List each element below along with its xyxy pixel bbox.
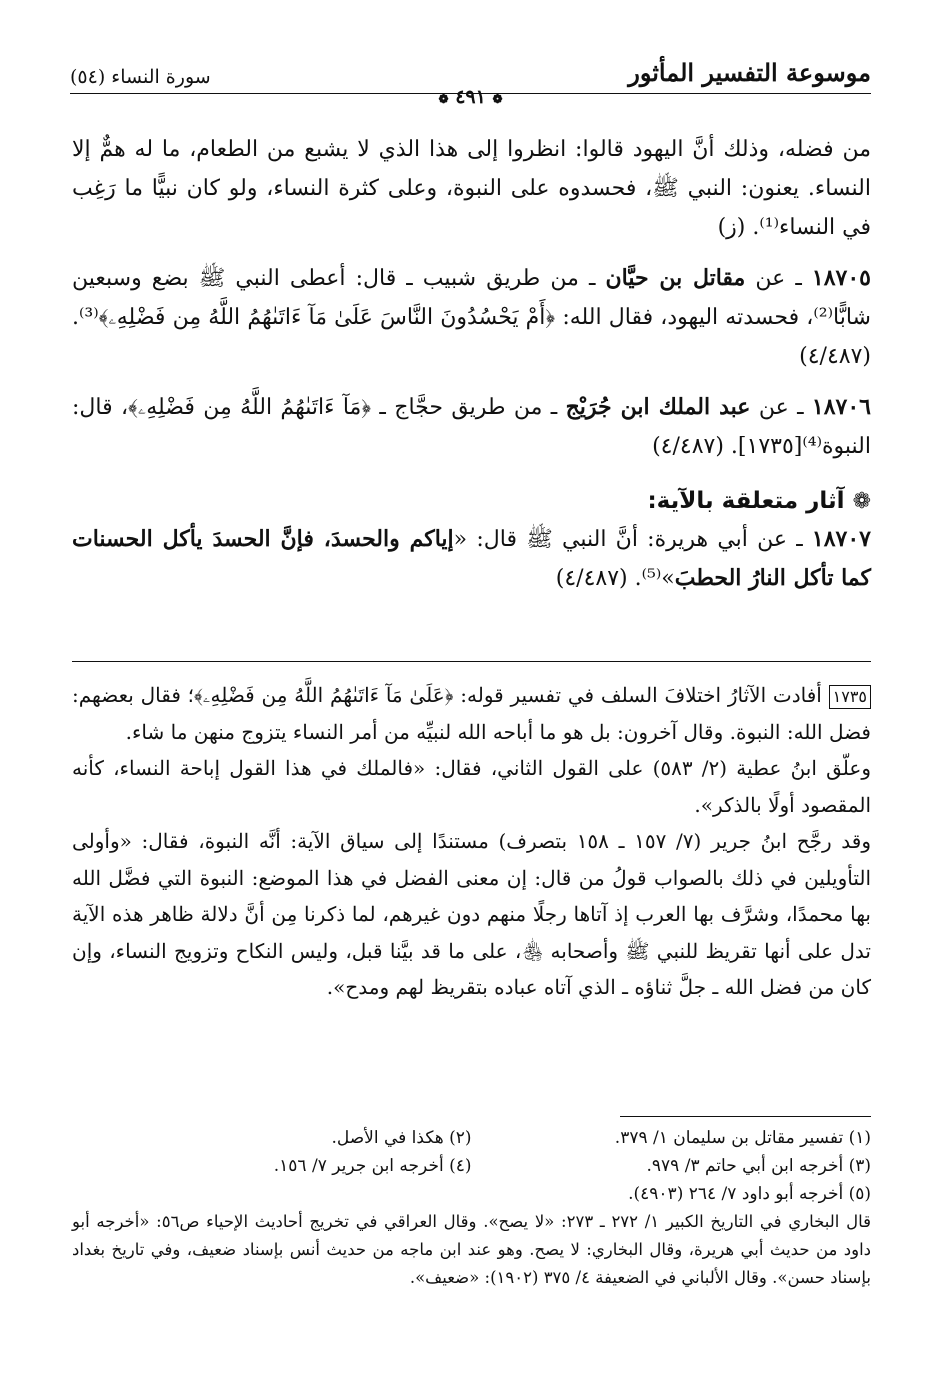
narration-lead: ـ عن [750, 395, 812, 420]
section-title: آثار متعلقة بالآية: [647, 488, 845, 514]
note-text: وعلّق ابنُ عطية (٢/ ٥٨٣) على القول الثاني، فقال: «فالملك في هذا القول إباحة النساء، كأنه المقصود أولًا بالذكر». [72, 756, 871, 817]
footnote-5-text: قال البخاري في التاريخ الكبير ١/ ٢٧٢ ـ ٢٧٣: «لا يصح». وقال العراقي في تخريج أحاديث الإحياء ص٥٦: «أخرجه أبو داود من حديث أبي هريرة، وقال البخاري: لا يصح. وهو عند ابن ماجه من حديث أنس بإسناد ضعيف، وفي تاريخ بغداد بإسناد حسن». وقال الألباني في الضعيفة ٤/ ٣٧٥ (١٩٠٢): «ضعيف». [72, 1212, 871, 1287]
note-paragraph [72, 677, 871, 750]
book-title: موسوعة التفسير المأثور [628, 58, 871, 87]
footnote-2: (٢) هكذا في الأصل. [331, 1128, 472, 1148]
flower-icon: ❁ [852, 489, 871, 514]
note-text: أفادت الآثارُ اختلافَ السلف في تفسير قوله: ﴿عَلَىٰ مَآ ءَاتَىٰهُمُ اللَّهُ مِن فَضْلِهِۦ﴾؛ فقال بعضهم: فضل الله: النبوة. وقال آخرون: بل هو ما أباحه الله لنبيِّه من أمر النساء يتزوج منهن ما شاء. [72, 683, 871, 744]
page-number-block [70, 86, 871, 108]
ornament-icon: ❁ [492, 92, 503, 106]
narration-number: ١٨٧٠٥ [811, 265, 871, 291]
note-paragraph [72, 823, 871, 1006]
main-text [72, 130, 871, 610]
header-divider [70, 93, 871, 94]
paragraph-text: من فضله، وذلك أنَّ اليهود قالوا: انظروا إلى هذا الذي لا يشبع من الطعام، ما له همٌّ إلا النساء. يعنون: النبي ﷺ، فحسدوه على النبوة، وعلى كثرة النساء، ولو كان نبيًّا ما رَغِب في النساء⁽¹⁾. (ز) [72, 137, 871, 240]
narration-18707 [72, 520, 871, 598]
narration-18705 [72, 259, 871, 376]
note-paragraph [72, 750, 871, 823]
footnote-row [72, 1124, 871, 1152]
note-text: وقد رجَّح ابنُ جرير (٧/ ١٥٧ ـ ١٥٨ بتصرف) مستندًا إلى سياق الآية: أنَّه النبوة، فقال: «وأولى التأويلين في ذلك بالصواب قولُ من قال: إن معنى الفضل في هذا الموضع: النبوة التي فضَّل الله بها محمدًا، وشرَّف بها العرب إذ آتاها رجلًا منهم دون غيرهم، لما ذكرنا مِن أنَّ دلالة ظاهر هذه الآية تدل على أنها تقريظ للنبي ﷺ وأصحابه ﵃، على ما قد بيَّنا قبل، وليس النكاح وتزويج النساء، وإن كان من فضل الله ـ جلَّ ثناؤه ـ الذي آتاه عباده بتقريظ لهم ومدح». [72, 829, 872, 999]
narration-text: ـ من طريق شبيب ـ قال: أعطى النبي ﷺ بضع وسبعين شابًّا⁽²⁾، فحسدته اليهود، فقال الله: ﴿أَمْ يَحْسُدُونَ النَّاسَ عَلَىٰ مَآ ءَاتَىٰهُمُ اللَّهُ مِن فَضْلِهِۦ﴾⁽³⁾. (٤/٤٨٧) [72, 266, 871, 369]
note-divider [72, 661, 871, 662]
narrator-name: مقاتل بن حيَّان [605, 265, 746, 291]
narrator-name: عبد الملك ابن جُرَيْج [565, 394, 751, 420]
narration-18706 [72, 388, 871, 466]
footnote-5: (٥) أخرجه أبو داود ٧/ ٢٦٤ (٤٩٠٣). [628, 1184, 871, 1204]
footnote-divider [620, 1116, 871, 1117]
narration-tail: »⁽⁵⁾. (٤/٤٨٧) [555, 566, 675, 591]
narration-lead: ـ عن [745, 266, 812, 291]
footnote-3: (٣) أخرجه ابن أبي حاتم ٣/ ٩٧٩. [646, 1156, 871, 1176]
footnote-row [72, 1152, 871, 1180]
paragraph-continuation [72, 130, 871, 247]
footnote-4: (٤) أخرجه ابن جرير ٧/ ١٥٦. [273, 1156, 472, 1176]
narration-text: ـ من طريق حجَّاج ـ ﴿مَآ ءَاتَىٰهُمُ اللَّهُ مِن فَضْلِهِۦ﴾، قال: النبوة⁽⁴⁾[١٧٣٥]. (٤/٤٨٧) [72, 395, 871, 459]
page-number: ٤٩١ [455, 86, 486, 108]
narration-lead: ـ عن أبي هريرة: أنَّ النبي ﷺ قال: « [453, 527, 812, 552]
narration-number: ١٨٧٠٧ [811, 526, 871, 552]
note-number-box: ١٧٣٥ [829, 685, 871, 709]
section-heading [72, 488, 871, 514]
ornament-icon: ❁ [438, 92, 449, 106]
footnote-1: (١) تفسير مقاتل بن سليمان ١/ ٣٧٩. [614, 1128, 871, 1148]
page-header [70, 58, 871, 108]
narration-number: ١٨٧٠٦ [811, 394, 871, 420]
surah-label: سورة النساء (٥٤) [70, 66, 211, 88]
editorial-note [72, 677, 871, 1006]
hadith-text: إياكم والحسدَ، فإنَّ الحسدَ يأكل الحسنات كما تأكل النارُ الحطبَ [72, 526, 871, 591]
footnotes [72, 1124, 871, 1292]
